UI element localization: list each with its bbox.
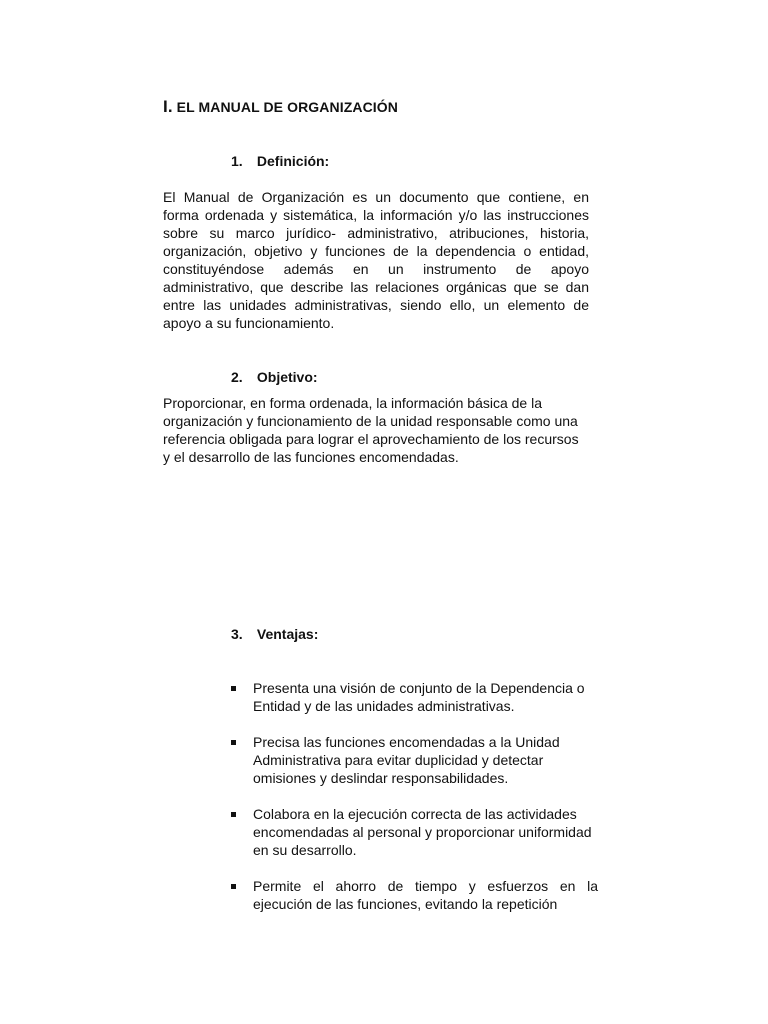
list-item-text: Precisa las funciones encomendadas a la Unidad Administrativa para evitar duplicidad y detectar omisiones y deslindar responsabilidades. [253,734,560,786]
definicion-paragraph: El Manual de Organización es un documento que contiene, en forma ordenada y sistemática, la información y/o las instrucciones sobre su marco jurídico- administrativo, atribuciones, historia, organización, objetivo y funciones de la dependencia o entidad, constituyéndose además en un instrumento de apoyo administrativo, que describe las relaciones orgánicas que se dan entre las unidades administrativas, siendo ello, un elemento de apoyo a su funcionamiento. [163,189,589,331]
title-numeral: I. [163,97,173,116]
section-number: 2. [231,369,243,385]
section-heading-definicion [231,153,329,169]
section-heading-text: Objetivo: [256,369,318,385]
section-number: 3. [231,626,243,642]
square-bullet-icon [231,812,236,817]
ventajas-list [228,679,598,931]
square-bullet-icon [231,740,236,745]
section-heading-text: Ventajas: [256,626,319,642]
list-item-text: Permite el ahorro de tiempo y esfuerzos en la ejecución de las funciones, evitando la repetición [253,878,598,912]
section-heading-objetivo [231,369,318,385]
list-item [228,733,598,787]
title-text: EL MANUAL DE ORGANIZACIÓN [172,99,398,115]
square-bullet-icon [231,884,236,889]
section-number: 1. [231,153,243,169]
list-item-text: Presenta una visión de conjunto de la Dependencia o Entidad y de las unidades administrativas. [253,680,585,714]
section-heading-text: Definición: [256,153,330,169]
section-heading-ventajas [231,626,318,642]
square-bullet-icon [231,686,236,691]
list-item [228,679,598,715]
list-item [228,805,598,859]
document-title [163,97,398,117]
list-item-text: Colabora en la ejecución correcta de las actividades encomendadas al personal y proporcionar uniformidad en su desarrollo. [253,806,592,858]
objetivo-paragraph: Proporcionar, en forma ordenada, la información básica de la organización y funcionamiento de la unidad responsable como una referencia obligada para lograr el aprovechamiento de los recursos y el desarrollo de las funciones encomendadas. [163,395,579,465]
list-item [228,877,598,913]
